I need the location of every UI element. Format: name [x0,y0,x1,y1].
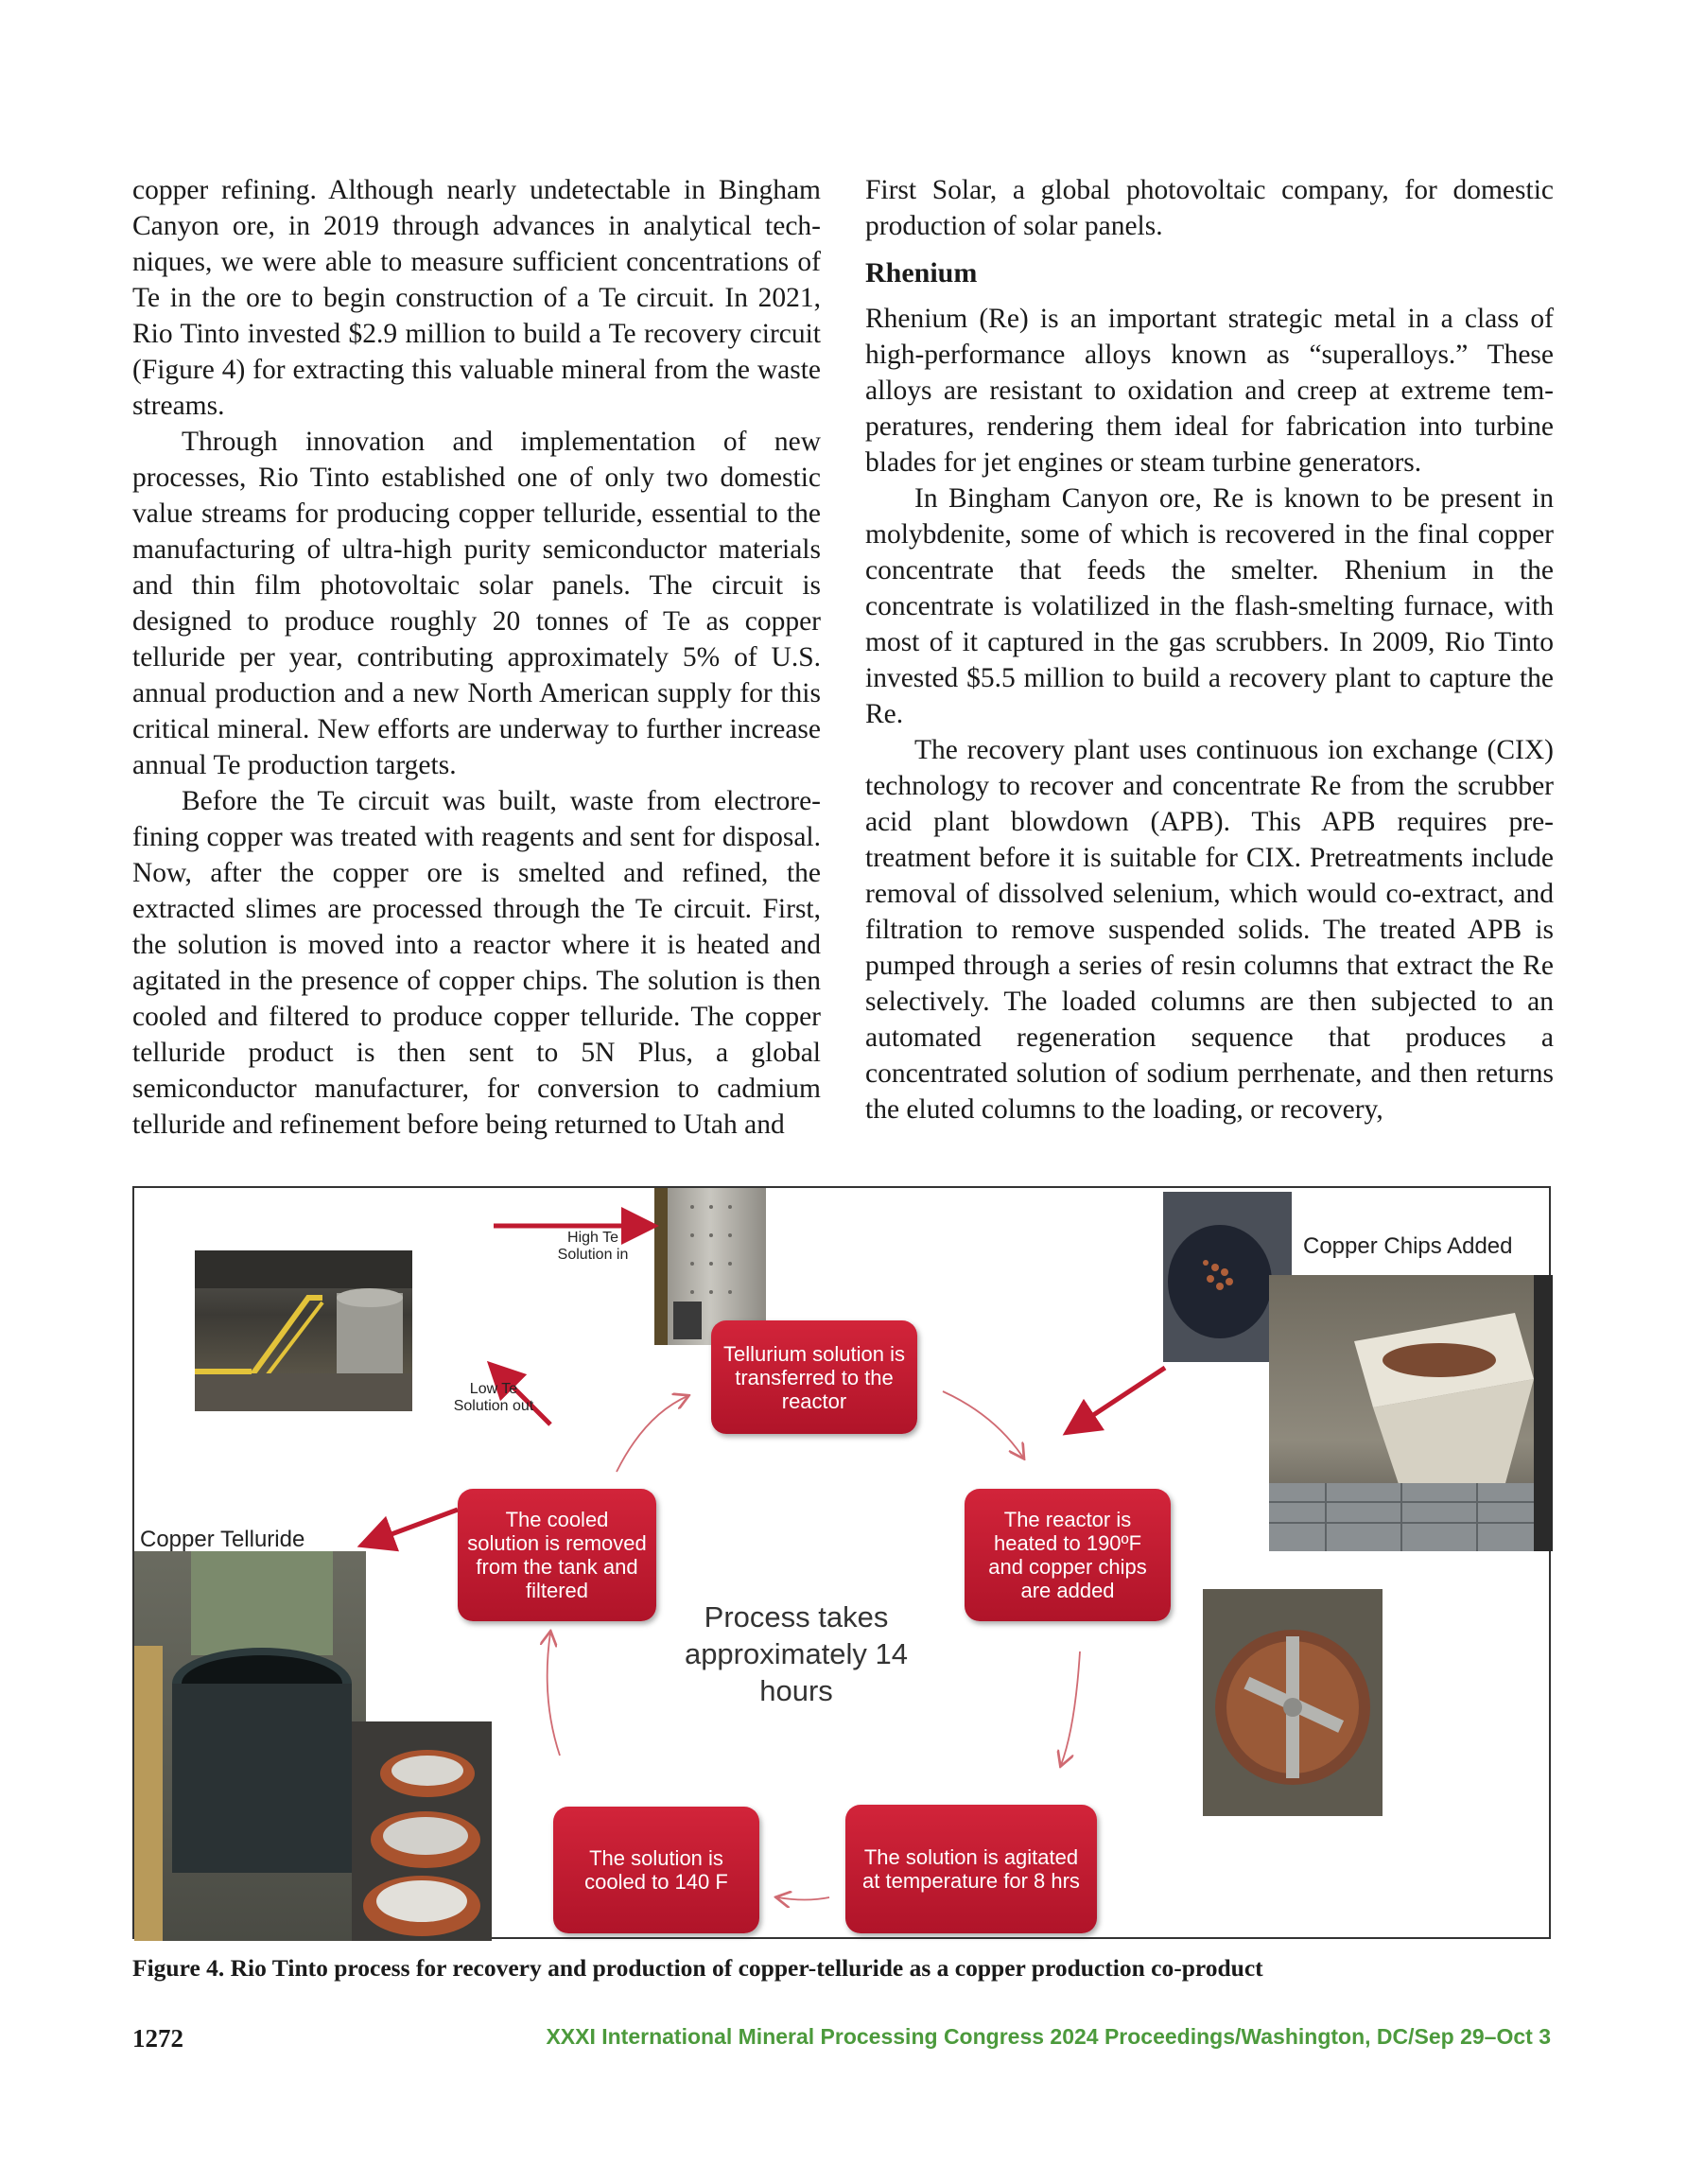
left-text-column [132,172,821,1143]
page-number: 1272 [132,2024,183,2053]
body-paragraph: In Bingham Canyon ore, Re is known to be present in molybdenite, some of which is recovered in the final copper concentrate that feeds the smelter. Rhenium in the concentrate is volatilized in the flash-smelting furnace, with most of it captured in the gas scrubbers. In 2009, Rio Tinto invested $5.5 million to build a recovery plant to capture the Re. [865,483,1554,729]
right-text-column [865,172,1554,1127]
copper-telluride-label: Copper Telluride [140,1527,305,1552]
copper-chips-arrow [1070,1368,1165,1430]
body-paragraph: Through innovation and implementation of new processes, Rio Tinto established one of only two domestic value streams for producing copper telluride, essential to the manufacturing of ultra-high purity semiconductor materials and thin film photovoltaic solar panels. The circuit is designed to produce roughly 20 tonnes of Te as copper telluride per year, contributing approximately 5% of U.S. annual production and a new North American supply for this critical mineral. New efforts are underway to further increase annual Te production targets. [132,427,821,780]
low-te-label: Low Te Solution out [453,1381,534,1414]
body-paragraph: copper refining. Although nearly undetectable in Bingham Canyon ore, in 2019 through advances in analytical techniques, we were able to measure sufficient concentrations of Te in the ore to begin construction of a Te circuit. In 2021, Rio Tinto invested $2.9 million to build a Te recovery circuit (Figure 4) for extracting this valuable mineral from the waste streams. [132,175,821,421]
step-5-filter-box: The cooled solution is removed from the tank and filtered [458,1489,656,1621]
figure-caption: Figure 4. Rio Tinto process for recovery and production of copper-telluride as a copper production co-product [132,1954,1263,1982]
figure-4-process-diagram [132,1186,1551,1939]
copper-chips-label: Copper Chips Added [1303,1233,1513,1259]
step-2-heat-box: The reactor is heated to 190ºF and copper chips are added [965,1489,1171,1621]
step-3-agitate-box: The solution is agitated at temperature for 8 hrs [845,1805,1097,1933]
process-duration-text: Process takes approximately 14 hours [684,1600,909,1707]
process-cycle-arrows [134,1188,1553,1941]
body-paragraph: The recovery plant uses continuous ion exchange (CIX) technology to recover and concentrate Re from the scrubber acid plant blowdown (APB). This APB requires pre-treatment before it is suitable for CIX. Pretreatments include removal of dissolved selenium, which would co-extract, and filtration to remove suspended solids. The treated APB is pumped through a series of resin columns that extract the Re selectively. The loaded columns are then subjected to an automated regeneration sequence that produces a concentrated solution of sodium perrhenate, and then returns the eluted columns to the loading, or recovery, [865,735,1554,1125]
running-footer: XXXI International Mineral Processing Congress 2024 Proceedings/Washington, DC/Sep 29–Oct 3 [546,2024,1551,2049]
section-heading-rhenium: Rhenium [865,257,978,288]
body-paragraph: First Solar, a global photovoltaic company, for domestic production of solar panels. [865,175,1554,241]
high-te-label: High Te Solution in [557,1230,629,1263]
copper-telluride-arrow [366,1510,458,1544]
step-4-cool-box: The solution is cooled to 140 F [553,1807,759,1933]
step-1-transfer-box: Tellurium solution is transferred to the reactor [711,1320,917,1434]
body-paragraph: Rhenium (Re) is an important strategic metal in a class of high-performance alloys known as “superalloys.” These alloys are resistant to oxidation and creep at extreme temperatures, rendering them ideal for fabrication into turbine blades for jet engines or steam turbine generators. [865,304,1554,478]
body-paragraph: Before the Te circuit was built, waste from electrorefining copper was treated with reagents and sent for disposal. Now, after the copper ore is smelted and refined, the extracted slimes are processed through the Te circuit. First, the solution is moved into a reactor where it is heated and agitated in the presence of copper chips. The solution is then cooled and filtered to produce copper telluride. The copper telluride product is then sent to 5N Plus, a global semiconductor manufacturer, for conversion to cadmium telluride and refinement before being returned to Utah and [132,786,821,1140]
